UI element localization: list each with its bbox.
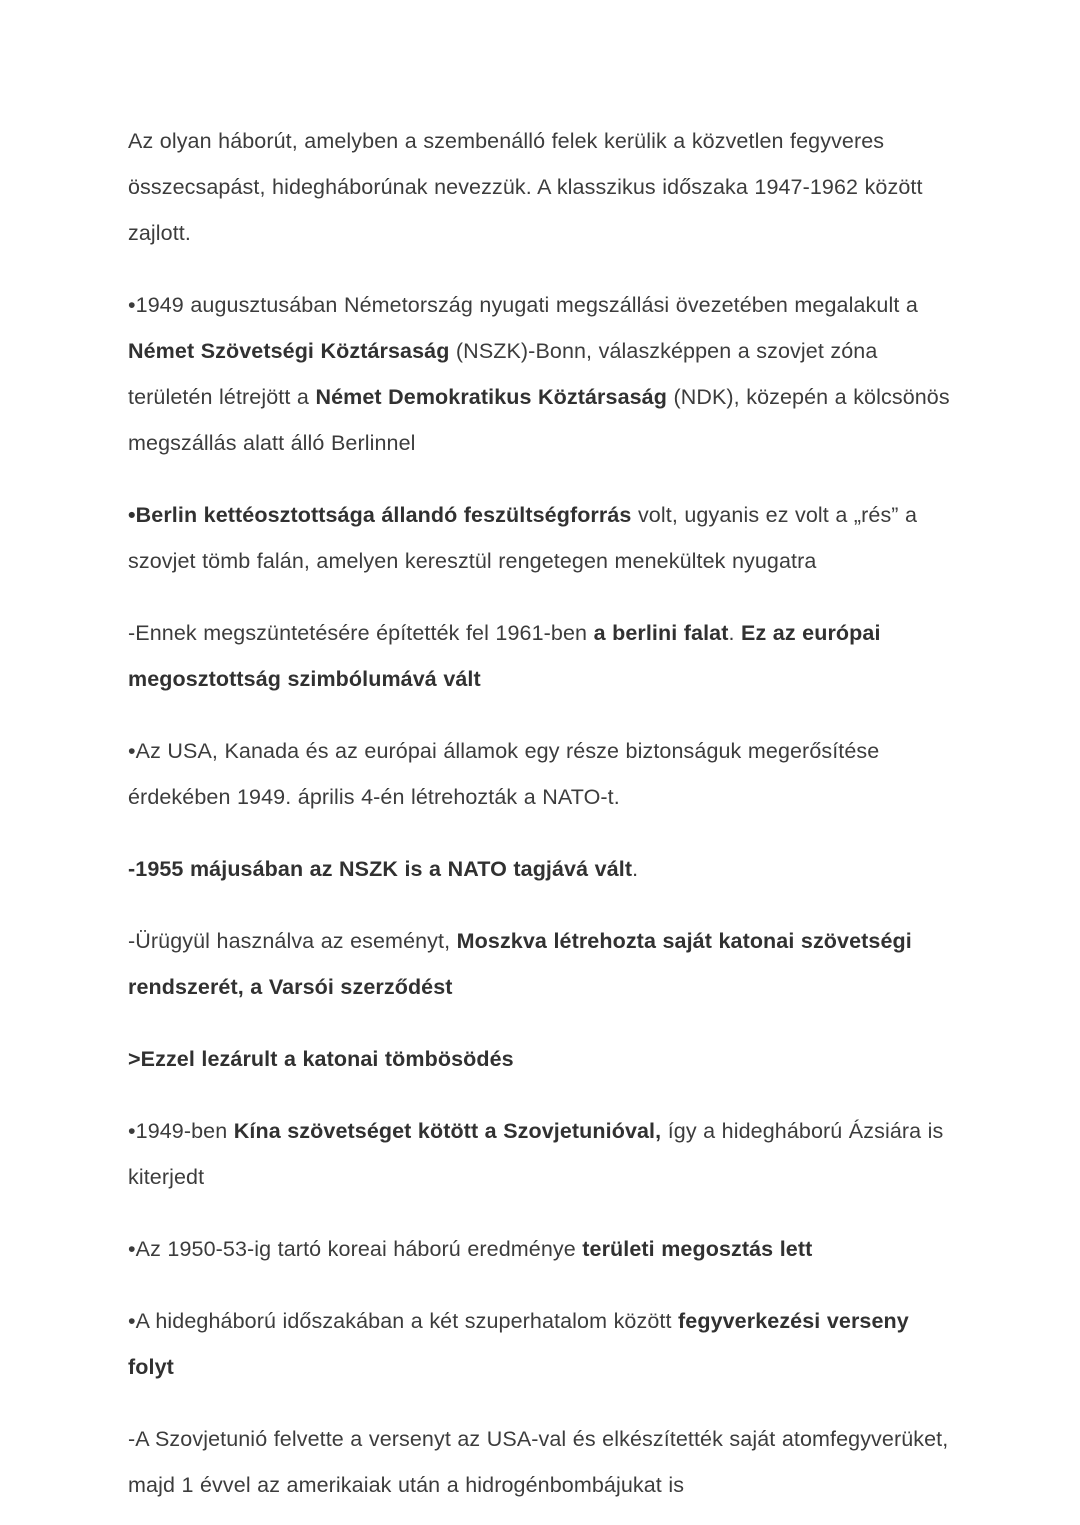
paragraph <box>128 728 952 820</box>
body-text: Az olyan háborút, amelyben a szembenálló felek kerülik a közvetlen fegyveres összecsapást, hidegháborúnak nevezzük. A klasszikus időszaka 1947-1962 között zajlott. <box>128 129 923 245</box>
emphasis-text: a berlini falat <box>593 621 729 645</box>
bullet-icon: • <box>128 1309 136 1333</box>
emphasis-text: Moszkva létrehozta saját katonai szövetségi rendszerét, a Varsói szerződést <box>128 929 912 999</box>
emphasis-text: Ezzel lezárult a katonai tömbösödés <box>140 1047 514 1071</box>
body-text: A Szovjetunió felvette a versenyt az USA-val és elkészítették saját atomfegyverüket, majd 1 évvel az amerikaiak után a hidrogénbombájukat is <box>128 1427 949 1497</box>
paragraph <box>128 918 952 1010</box>
body-text: (NDK), közepén a kölcsönös megszállás alatt álló Berlinnel <box>128 385 950 455</box>
paragraph <box>128 1036 952 1082</box>
body-text: . <box>728 621 742 645</box>
emphasis-text: Német Szövetségi Köztársaság <box>128 339 450 363</box>
list-marker: > <box>128 1047 141 1071</box>
paragraph <box>128 492 952 584</box>
paragraph <box>128 118 952 256</box>
body-text: Ürügyül használva az eseményt, <box>135 929 457 953</box>
emphasis-text: Ez az európai megosztottság szimbólumává vált <box>128 621 881 691</box>
emphasis-text: területi megosztás lett <box>582 1237 813 1261</box>
list-marker: - <box>128 1427 136 1451</box>
paragraph <box>128 610 952 702</box>
paragraph <box>128 1416 952 1508</box>
emphasis-text: Berlin kettéosztottsága állandó feszültségforrás <box>135 503 632 527</box>
body-text: (NSZK)-Bonn, válaszképpen a szovjet zóna területén létrejött a <box>128 339 878 409</box>
body-text: A hidegháború időszakában a két szuperhatalom között <box>135 1309 679 1333</box>
bullet-icon: • <box>128 1237 136 1261</box>
emphasis-text: Kína szövetséget kötött a Szovjetunióval, <box>233 1119 662 1143</box>
list-marker: - <box>128 929 136 953</box>
list-marker: - <box>128 621 136 645</box>
body-text: Ennek megszüntetésére építették fel 1961-ben <box>135 621 594 645</box>
paragraph <box>128 282 952 466</box>
body-text: . <box>632 857 639 881</box>
bullet-icon: • <box>128 503 136 527</box>
list-marker: - <box>128 857 136 881</box>
body-text: 1949 augusztusában Németország nyugati megszállási övezetében megalakult a <box>135 293 918 317</box>
document-body <box>128 118 952 1508</box>
emphasis-text: 1955 májusában az NSZK is a NATO tagjává vált <box>135 857 633 881</box>
body-text: Az 1950-53-ig tartó koreai háború eredménye <box>135 1237 583 1261</box>
body-text: Az USA, Kanada és az európai államok egy része biztonságuk megerősítése érdekében 1949. április 4-én létrehozták a NATO-t. <box>128 739 880 809</box>
body-text: így a hidegháború Ázsiára is kiterjedt <box>128 1119 944 1189</box>
paragraph <box>128 1298 952 1390</box>
paragraph <box>128 1226 952 1272</box>
emphasis-text: fegyverkezési verseny folyt <box>128 1309 909 1379</box>
body-text: 1949-ben <box>135 1119 234 1143</box>
bullet-icon: • <box>128 293 136 317</box>
emphasis-text: Német Demokratikus Köztársaság <box>315 385 667 409</box>
bullet-icon: • <box>128 739 136 763</box>
paragraph <box>128 846 952 892</box>
bullet-icon: • <box>128 1119 136 1143</box>
body-text: volt, ugyanis ez volt a „rés” a szovjet tömb falán, amelyen keresztül rengetegen menekültek nyugatra <box>128 503 918 573</box>
paragraph <box>128 1108 952 1200</box>
